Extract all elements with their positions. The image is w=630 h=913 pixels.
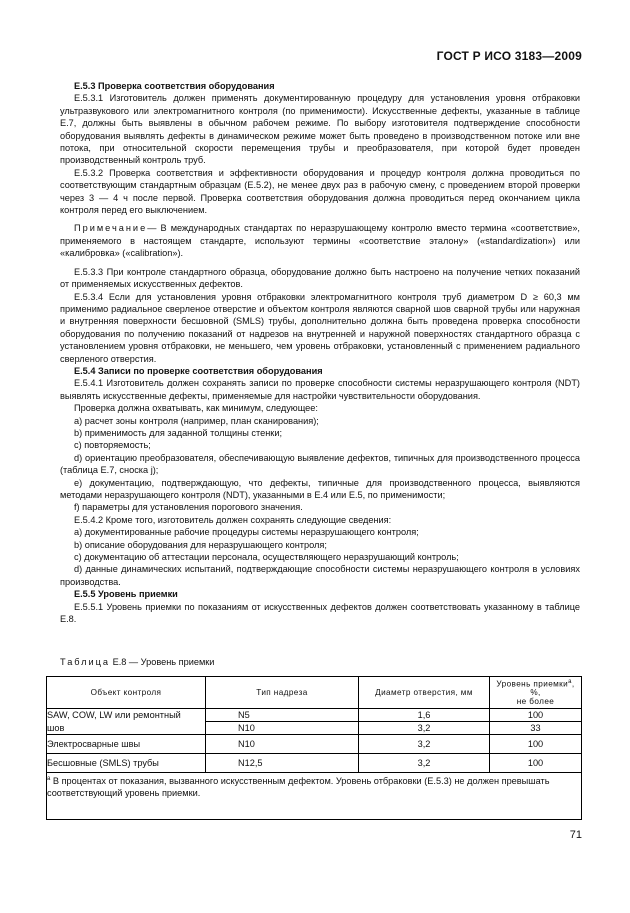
section-heading: E.5.5 Уровень приемки: [74, 589, 178, 600]
table-row: SAW, COW, LW или ремонтный N5 1,6 100: [47, 709, 582, 722]
header-hole-diameter: Диаметр отверстия, мм: [359, 677, 490, 709]
list-item: d) ориентацию преобразователя, обеспечивающую выявление дефектов, типичных для производственного процесса (таблица E.7, сноска j);: [60, 452, 580, 476]
footnote-ref: a: [568, 678, 572, 685]
paragraph: E.5.4.1 Изготовитель должен сохранять записи по проверке способности системы неразрушающего контроля (NDT) выявлять искусственные дефекты, применяемые для настройки чувствительности оборудования.: [60, 378, 580, 401]
list-item: b) применимость для заданной толщины стенки;: [74, 427, 283, 438]
paragraph: E.5.3.4 Если для установления уровня отбраковки электромагнитного контроля труб диаметром D ≥ 60,3 мм применимо радиальное сверленое отверстие и объектом контроля являются сварной шов сварной трубы или наружная и внутренняя поверхности бесшовной (SMLS) трубы, дополнительно должна быть проведена проверка способности оборудования по получению показаний от надрезов на внутренней и наружной поверхностях стандартного образца с установлением уровня отбраковки, не меньшего, чем уровень отбраковки, установленный с применением радиального сверленого отверстия.: [60, 291, 580, 364]
table-row: Бесшовные (SMLS) трубы N12,5 3,2 100: [47, 754, 582, 773]
acceptance-level-table: [46, 676, 582, 820]
note-text: — В международных стандартах по неразрушающему контролю вместо термина «соответствие», применяемого в настоящем стандарте, используют термины «соответствие эталону» («standardization») или «калибровка» («calibration»).: [60, 223, 580, 259]
list-item: c) повторяемость;: [74, 440, 151, 451]
paragraph: E.5.4.2 Кроме того, изготовитель должен сохранять следующие сведения:: [74, 514, 392, 525]
list-item: e) документацию, подтверждающую, что дефекты, типичные для производственного процесса, выявляются методами неразрушающего контроля (NDT), указанными в E.4 или E.5, по применимости;: [60, 477, 580, 500]
header-notch-type: Тип надреза: [206, 677, 359, 709]
table-row: шов N10 3,2 33: [47, 722, 582, 735]
paragraph: E.5.3.1 Изготовитель должен применять документированную процедуру для установления уровня отбраковки ультразвукового или электромагнитного контроля (по применимости). Искусственные дефекты, указанные в таблице E.7, должны быть выявлены в обычном рабочем режиме. По выбору изготовителя подтверждение способности оборудования выявлять дефекты в динамическом режиме может быть проведено в производственном потоке или вне потока, при относительной скорости перемещения трубы и преобразователя, при которой будет проведен производственный контроль труб.: [60, 93, 580, 166]
table-caption: [60, 657, 214, 667]
list-item: a) документированные рабочие процедуры системы неразрушающего контроля;: [74, 527, 419, 538]
table-header-row: [47, 677, 582, 709]
note: [60, 222, 580, 259]
note-label: Примечание: [74, 223, 148, 234]
paragraph: E.5.5.1 Уровень приемки по показаниям от искусственных дефектов должен соответствовать указанному в таблице E.8.: [60, 601, 580, 625]
page-number: 71: [569, 829, 582, 841]
table-caption-label: Таблица: [60, 657, 111, 667]
list-item: d) данные динамических испытаний, подтверждающие способности системы неразрушающего контроля в условиях производства.: [60, 564, 580, 587]
list-item: a) расчет зоны контроля (например, план сканирования);: [74, 415, 319, 426]
body-text: [60, 80, 580, 625]
header-acceptance-level: Уровень приемки$^a$, %, не более: [490, 677, 582, 709]
section-heading: E.5.4 Записи по проверке соответствия оборудования: [74, 365, 323, 376]
table-footnote-row: [47, 773, 582, 820]
paragraph: Проверка должна охватывать, как минимум, следующее:: [74, 403, 318, 414]
header-inspection-object: Объект контроля: [47, 677, 206, 709]
table-caption-text: E.8 — Уровень приемки: [112, 657, 215, 667]
paragraph: E.5.3.3 При контроле стандартного образца, оборудование должно быть настроено на получение четких показаний от применяемых искусственных дефектов.: [60, 266, 580, 290]
section-heading: E.5.3 Проверка соответствия оборудования: [74, 81, 275, 91]
list-item: f) параметры для установления порогового значения.: [74, 502, 303, 513]
table-footnote: $^a$ В процентах от показания, вызванного искусственным дефектом. Уровень отбраковки (E.5.3) не должен превышать соответствующий уровень приемки.: [47, 773, 582, 820]
paragraph: E.5.3.2 Проверка соответствия и эффективности оборудования и процедур контроля должна проводиться по соответствующим стандартным образцам (E.5.2), не менее двух раз в рабочую смену, с проведением второй проверки через 3 — 4 ч после первой. Проверка соответствия оборудования должна проводиться перед окончанием цикла контроля перед его выключением.: [60, 167, 580, 216]
list-item: c) документацию об аттестации персонала, осуществляющего неразрушающий контроль;: [74, 552, 459, 563]
table-row: Электросварные швы N10 3,2 100: [47, 735, 582, 754]
standard-title: ГОСТ Р ИСО 3183—2009: [436, 49, 582, 63]
list-item: b) описание оборудования для неразрушающего контроля;: [74, 539, 327, 550]
